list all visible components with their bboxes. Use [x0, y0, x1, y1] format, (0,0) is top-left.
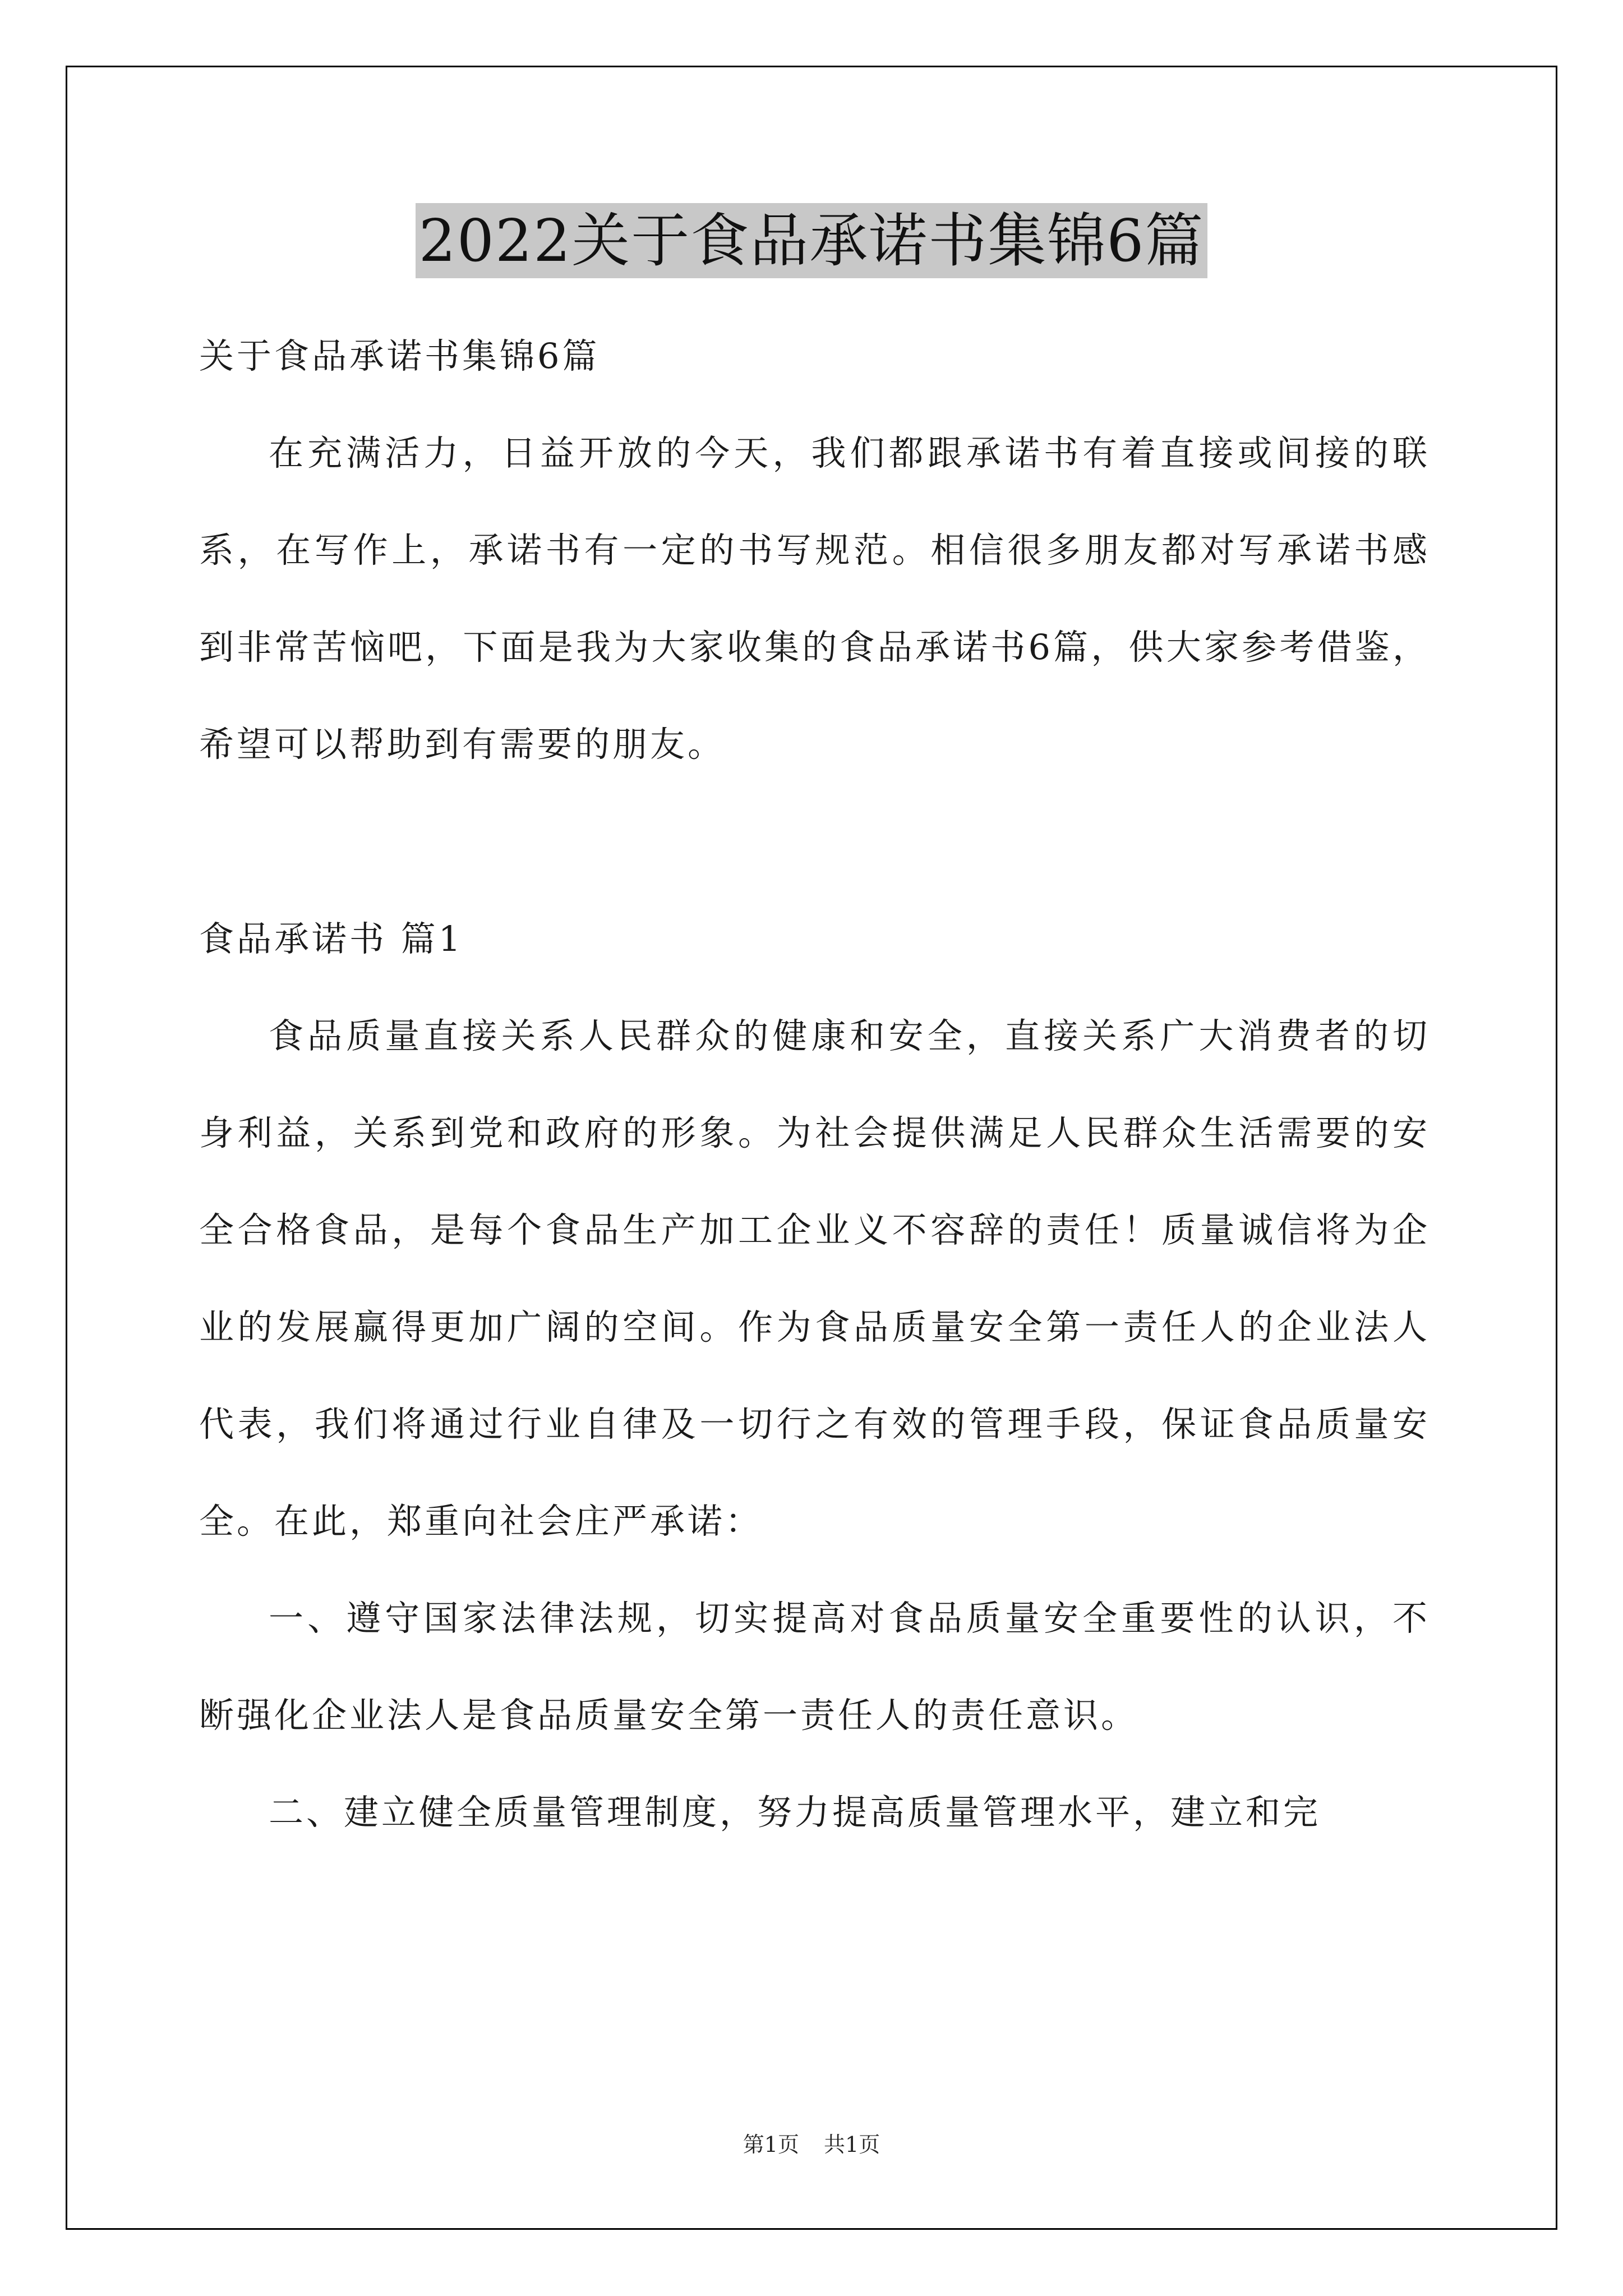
section-paragraph: 食品质量直接关系人民群众的健康和安全，直接关系广大消费者的切身利益，关系到党和政府的形象。为社会提供满足人民群众生活需要的安全合格食品，是每个食品生产加工企业义不容辞的责任！质量诚信将为企业的发展赢得更加广阔的空间。作为食品质量安全第一责任人的企业法人代表，我们将通过行业自律及一切行之有效的管理手段，保证食品质量安全。在此，郑重向社会庄严承诺：: [199, 1015, 1430, 1542]
document-subtitle: 关于食品承诺书集锦6篇: [199, 335, 600, 376]
title-container: [0, 203, 1623, 278]
page-footer: [0, 2127, 1623, 2158]
page-number: 第1页: [743, 2132, 799, 2157]
document-title: 2022关于食品承诺书集锦6篇: [416, 203, 1208, 278]
section-heading: 食品承诺书 篇1: [199, 918, 464, 959]
section-paragraph: 二、建立健全质量管理制度，努力提高质量管理水平，建立和完: [269, 1792, 1321, 1833]
section-paragraph: 一、遵守国家法律法规，切实提高对食品质量安全重要性的认识，不断强化企业法人是食品质量安全第一责任人的责任意识。: [199, 1598, 1430, 1736]
intro-paragraph: 在充满活力，日益开放的今天，我们都跟承诺书有着直接或间接的联系，在写作上，承诺书有一定的书写规范。相信很多朋友都对写承诺书感到非常苦恼吧，下面是我为大家收集的食品承诺书6篇，供大家参考借鉴，希望可以帮助到有需要的朋友。: [199, 432, 1430, 765]
page-total: 共1页: [824, 2132, 880, 2157]
document-body: [199, 307, 1430, 1861]
